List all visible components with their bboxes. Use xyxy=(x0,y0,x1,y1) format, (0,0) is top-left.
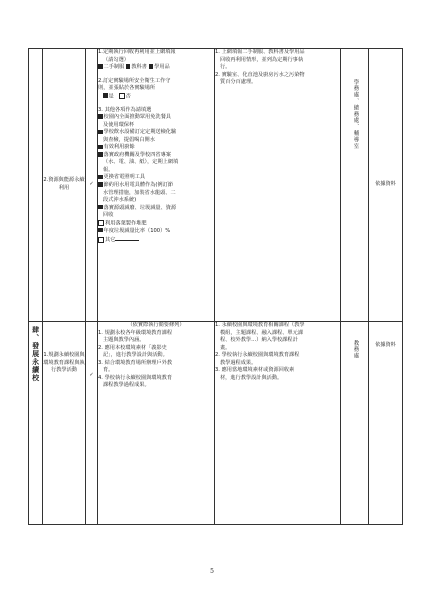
option-item: 回收 xyxy=(103,212,114,219)
owner-cell xyxy=(341,322,369,525)
checkbox-checked-icon xyxy=(98,114,103,119)
blank-line xyxy=(115,235,139,241)
option-item: 與查檢，提倡喝白開水 xyxy=(103,136,155,143)
checkbox-checked-icon xyxy=(98,228,103,233)
text-line: 4. 學校執行永續校園與環境教育 xyxy=(98,374,173,381)
table-row xyxy=(29,49,403,322)
option-item: 報。 xyxy=(103,166,114,173)
option-item: 節約用水用電具體作為(例訂節 xyxy=(98,182,214,190)
results-cell xyxy=(215,322,341,525)
checkbox-checked-icon xyxy=(98,145,103,150)
text-line: 2. 學校執行永續校園與環境教育課程 xyxy=(215,352,300,359)
category-cell xyxy=(29,49,43,322)
text-line: 課程教學過程成果。 xyxy=(98,382,150,389)
text-line: 3. 應用當地環境素材或資源回收素 xyxy=(215,367,295,374)
text-line: 程、校外教學…）納入學校課程計 xyxy=(215,337,298,344)
doc-label: 依據資料 xyxy=(375,181,396,188)
category-label: 肆、發展永續校 xyxy=(31,326,40,382)
option-item: 落實源頭減廢、垃圾減量、資源 xyxy=(98,205,214,213)
item-cell xyxy=(43,322,86,525)
text-line: 教學過程成果。 xyxy=(215,359,257,366)
checkbox-checked-icon xyxy=(126,64,131,69)
text-line: 畫。 xyxy=(215,344,231,351)
text-line: 材，進行教學設計與活動。 xyxy=(215,374,283,381)
option-item: （水、電、油、紙），定期上網填 xyxy=(103,159,179,166)
text-line: 模組，主題課程、融入課程、單元課 xyxy=(215,329,303,336)
option-item: 其它 xyxy=(98,235,214,245)
action-text: 3. 其他各項作為請填選 xyxy=(98,106,152,113)
check-mark: ✓ xyxy=(86,49,98,322)
text-line: 主題與教學內涵。 xyxy=(98,337,145,344)
item-cell xyxy=(43,49,86,322)
doc-cell xyxy=(369,322,403,525)
action-text: 2.訂定實驗場所安全衛生工作守 xyxy=(98,77,171,84)
checkbox-checked-icon xyxy=(98,152,103,157)
checkbox-checked-icon xyxy=(149,64,154,69)
option-item: 段式沖水系統) xyxy=(103,197,137,204)
results-list xyxy=(215,322,340,382)
actions-cell: 1.定期執行回收再利用並上網填報 （請勾選） 二手制服 教科書 學用品 2.訂定實驗場所安全衛生工作守 則，並張貼於各實驗場所 是 否 3. 其他各項作為請填選 校園內全面推動眾用免洗餐具 及使用環保杯 學校飲水設備訂定定期送檢化驗 與查檢，提倡喝白開水 有效利用廚餘 落實政府機關及學校四省專案 （水、電、油、紙），定期上網填 報。 更換省電照明工具 節約用水用電具體作為(例訂節 水管理措施，加裝省水龍頭、二 段式沖水系統) 落實源頭減廢、垃圾減量、資源 回收 利用落葉製作堆肥 年度垃圾減量比率（100）% 其它 xyxy=(98,49,215,322)
checkbox-checked-icon xyxy=(98,182,103,187)
owner-cell xyxy=(341,49,369,322)
checkbox-empty-icon xyxy=(119,93,125,99)
results-cell: 1. 上網填報二手制服、教科書及學用品 回收再利用情形，並列為定期行事執 行。 2. 實驗室、化直池及廚房污水之污染物 質百分百處理。 xyxy=(215,49,341,322)
action-text: 1.定期執行回收再利用並上網填報 xyxy=(98,49,176,55)
option-item: 及使用環保杯 xyxy=(103,121,135,128)
option-item: 有效利用廚餘 xyxy=(98,144,214,152)
actions-cell: （依實際執行簡要條列） 1. 規劃永校各年級環境教育課程 主題與教學內涵。 2. 應用本校環境素材「義影史 記」，進行教學設計與活動。 3. 結合環境教育場所辦理戶外教 育。 4. 學校執行永續校園與環境教育 課程教學過程成果。 xyxy=(98,322,215,525)
checkbox-checked-icon xyxy=(98,205,103,210)
owner-label: 學務處、總務處、輔導室 xyxy=(352,79,359,150)
page-number: 5 xyxy=(210,568,214,575)
option-item: 水管理措施，加裝省水龍頭、二 xyxy=(103,189,176,196)
checkbox-checked-icon xyxy=(98,175,103,180)
category-cell xyxy=(29,322,43,525)
evaluation-table xyxy=(28,48,403,525)
checkbox-checked-icon xyxy=(98,130,103,135)
actions-list xyxy=(98,330,214,390)
text-line: 育。 xyxy=(98,367,114,374)
item-label: 2.資源與能源永續利用 xyxy=(43,177,85,191)
checkbox-empty-icon xyxy=(98,237,104,243)
owner-label: 教務處 xyxy=(352,340,359,360)
text-line: 3. 結合環境教育場所辦理戶外教 xyxy=(98,359,173,366)
text-line: 記」，進行教學設計與活動。 xyxy=(98,352,168,359)
doc-cell xyxy=(369,49,403,322)
doc-label: 依據資料 xyxy=(375,342,396,348)
text-line: 1. 規劃永校各年級環境教育課程 xyxy=(98,329,173,336)
option-item: 更換省電照明工具 xyxy=(98,174,214,182)
check-mark: ✓ xyxy=(86,322,98,525)
action-text: 則，並張貼於各實驗場所 xyxy=(98,85,156,92)
text-line: 2. 應用本校環境素材「義影史 xyxy=(98,344,167,351)
text-line: 1. 永續校園與環境教育相關課程（教學 xyxy=(215,322,305,328)
option-item: 利用落葉製作堆肥 xyxy=(98,220,214,228)
option-item: 年度垃圾減量比率（100）% xyxy=(98,228,214,236)
checkbox-checked-icon xyxy=(103,93,108,98)
item-label: 1.規劃永續校園與環境教育課程與執行教學活動 xyxy=(43,352,85,374)
action-text: （請勾選） xyxy=(103,56,129,63)
options-list xyxy=(98,114,214,245)
checkbox-checked-icon xyxy=(98,64,103,69)
table-row xyxy=(29,322,403,525)
checkbox-empty-icon xyxy=(98,220,104,226)
option-item: 落實政府機關及學校四省專案 xyxy=(98,152,214,160)
option-item: 學校飲水設備訂定定期送檢化驗 xyxy=(98,129,214,137)
option-item: 校園內全面推動眾用免洗餐具 xyxy=(98,114,214,122)
